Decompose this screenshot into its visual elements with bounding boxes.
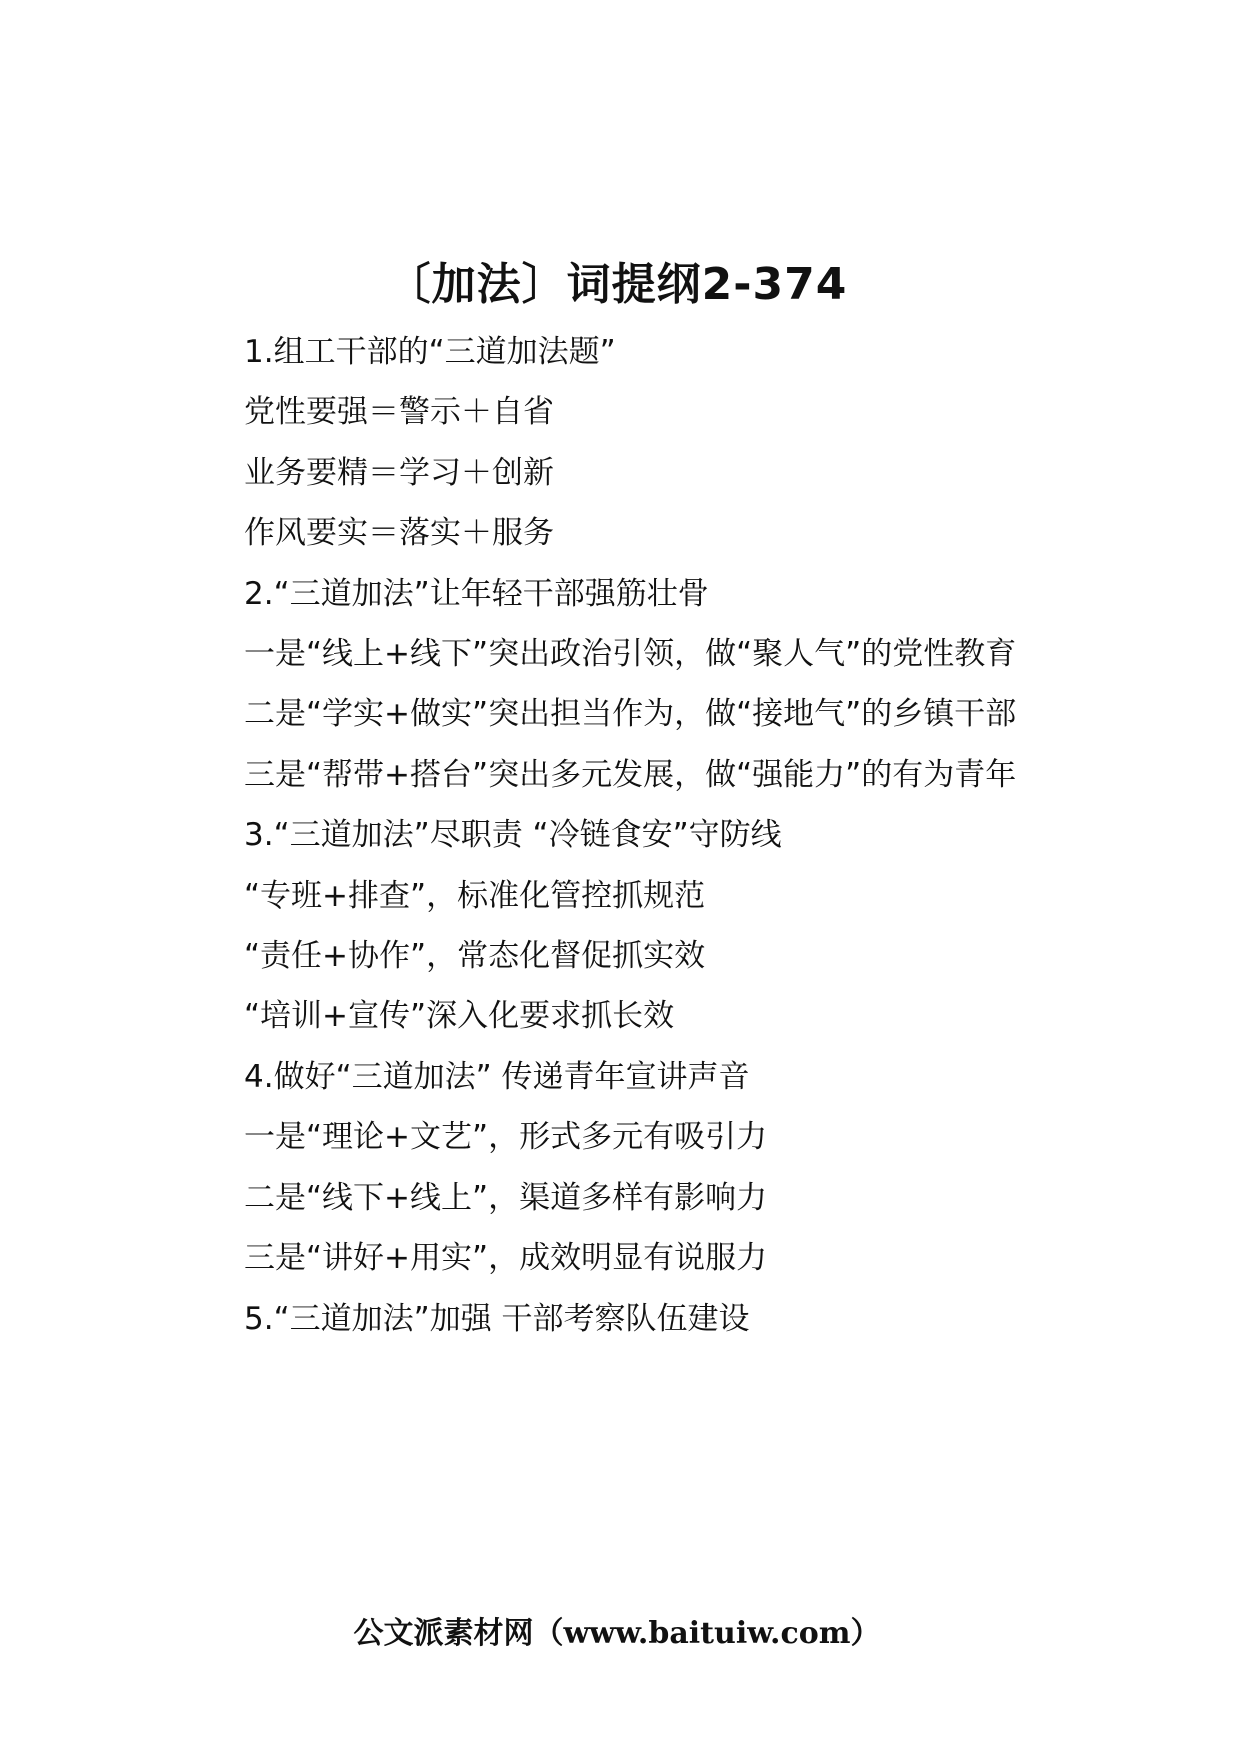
paragraph-6: 一是“线上+线下”突出政治引领，做“聚人气”的党性教育: [244, 636, 1017, 673]
paragraph-4: 作风要实＝落实＋服务: [244, 515, 554, 552]
paragraph-16: 三是“讲好+用实”，成效明显有说服力: [244, 1240, 768, 1277]
paragraph-12: “培训+宣传”深入化要求抓长效: [244, 998, 675, 1035]
paragraph-2: 党性要强＝警示＋自省: [244, 394, 554, 431]
paragraph-15: 二是“线下+线上”，渠道多样有影响力: [244, 1179, 768, 1216]
paragraph-9: 3.“三道加法”尽职责 “冷链食安”守防线: [244, 817, 782, 854]
paragraph-14: 一是“理论+文艺”，形式多元有吸引力: [244, 1119, 768, 1156]
paragraph-5: 2.“三道加法”让年轻干部强筋壮骨: [244, 575, 709, 612]
paragraph-11: “责任+协作”，常态化督促抓实效: [244, 938, 706, 975]
footer-source: 公文派素材网（www.baituiw.com）: [353, 1616, 881, 1651]
paragraph-1: 1.组工干部的“三道加法题”: [244, 334, 616, 370]
document-title: 〔加法〕词提纲2-374: [386, 259, 848, 310]
paragraph-3: 业务要精＝学习＋创新: [244, 454, 554, 491]
document-body: [176, 322, 1076, 1349]
paragraph-7: 二是“学实+做实”突出担当作为，做“接地气”的乡镇干部: [244, 696, 1017, 733]
paragraph-13: 4.做好“三道加法” 传递青年宣讲声音: [244, 1058, 750, 1095]
paragraph-10: “专班+排查”，标准化管控抓规范: [244, 877, 706, 914]
paragraph-17: 5.“三道加法”加强 干部考察队伍建设: [244, 1300, 750, 1337]
paragraph-8: 三是“帮带+搭台”突出多元发展，做“强能力”的有为青年: [244, 756, 1017, 793]
